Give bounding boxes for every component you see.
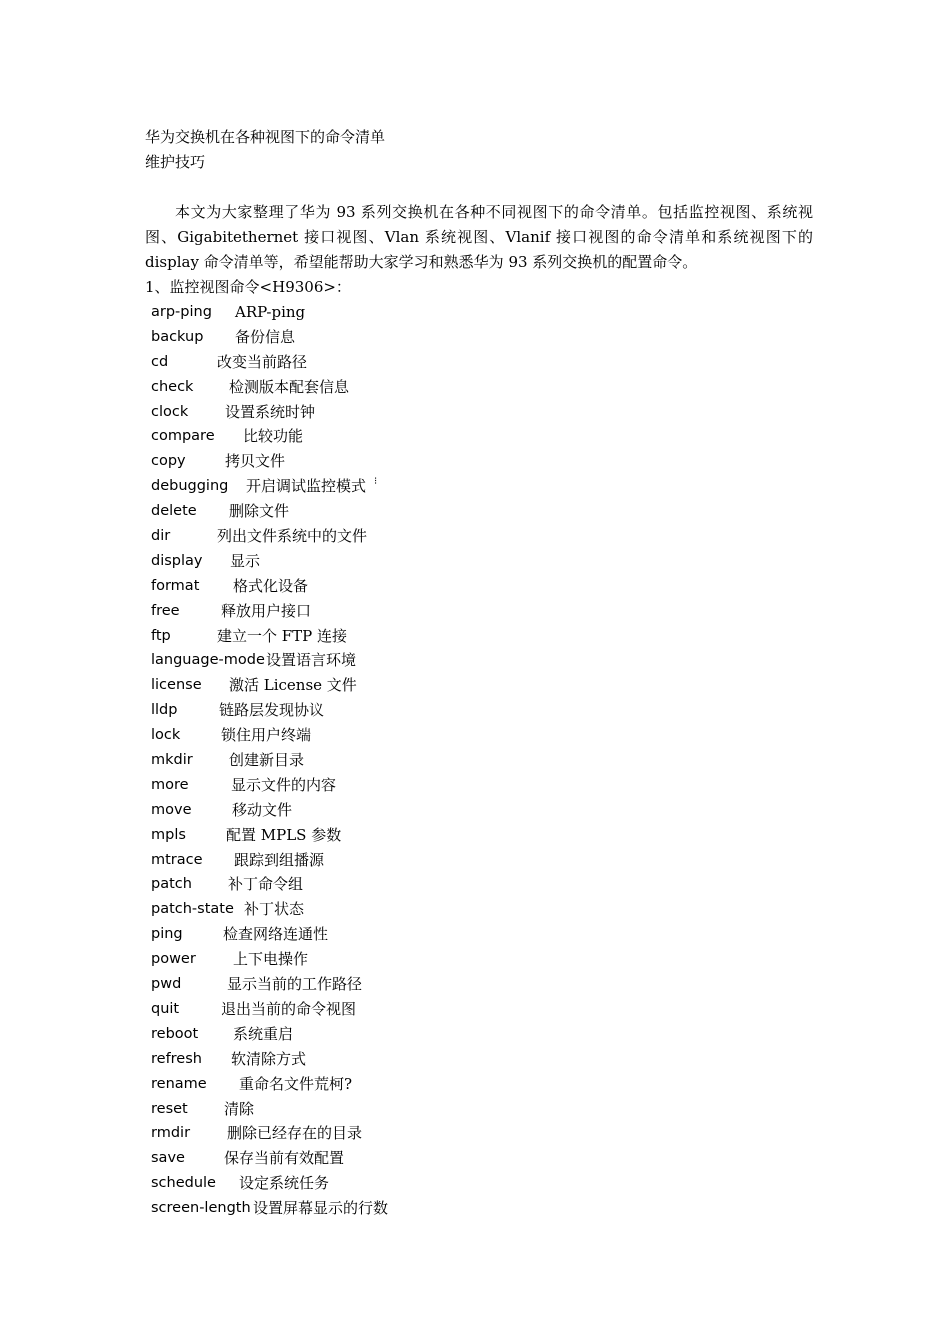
command-row	[151, 376, 388, 401]
command-row	[151, 1172, 388, 1197]
command-description: 拷贝文件	[225, 452, 286, 471]
command-row	[151, 550, 388, 575]
command-description: 改变当前路径	[217, 352, 308, 371]
command-description: 上下电操作	[233, 950, 309, 969]
intro-paragraph: 本文为大家整理了华为 93 系列交换机在各种不同视图下的命令清单。包括监控视图、系统视图、Gigabitethernet 接口视图、Vlan 系统视图、Vlanif 接口视图的命令清单和系统视图下的 display 命令清单等，希望能帮助大家学习和熟悉华为 93 系列交换机的配置命令。	[145, 203, 813, 271]
command-row	[151, 948, 388, 973]
command-description: 退出当前的命令视图	[221, 999, 357, 1018]
command-name: ping	[151, 926, 183, 943]
command-description: 跟踪到组播源	[234, 850, 325, 869]
command-description: 设定系统任务	[239, 1174, 330, 1193]
command-description: 释放用户接口	[221, 601, 312, 620]
command-row	[151, 1122, 388, 1147]
command-row	[151, 425, 388, 450]
command-name: screen-length	[151, 1200, 251, 1217]
command-name: copy	[151, 453, 186, 470]
command-row	[151, 873, 388, 898]
command-description: 检查网络连通性	[223, 925, 329, 944]
command-description: 移动文件	[232, 800, 293, 819]
command-name: schedule	[151, 1175, 216, 1192]
command-name: reboot	[151, 1025, 199, 1042]
command-description: 链路层发现协议	[219, 701, 325, 720]
command-name: move	[151, 801, 192, 818]
command-name: display	[151, 552, 203, 569]
command-name: rename	[151, 1075, 207, 1092]
command-name: refresh	[151, 1050, 202, 1067]
command-row	[151, 699, 388, 724]
command-row	[151, 649, 388, 674]
command-name: patch-state	[151, 901, 234, 918]
section-heading: 1、监控视图命令<H9306>：	[145, 278, 351, 296]
command-name: power	[151, 951, 196, 968]
command-description: 显示当前的工作路径	[227, 975, 363, 994]
command-row	[151, 849, 388, 874]
command-row	[151, 923, 388, 948]
command-row	[151, 575, 388, 600]
command-row	[151, 1197, 388, 1222]
command-name: license	[151, 677, 202, 694]
command-description: 配置 MPLS 参数	[226, 825, 342, 844]
command-list	[151, 301, 388, 1222]
command-description: 锁住用户终端	[221, 726, 312, 745]
command-name: patch	[151, 876, 192, 893]
command-row	[151, 824, 388, 849]
command-description: 创建新目录	[229, 751, 305, 770]
command-row	[151, 1073, 388, 1098]
command-name: lock	[151, 727, 181, 744]
command-row	[151, 625, 388, 650]
command-name: backup	[151, 328, 204, 345]
command-description: 列出文件系统中的文件	[217, 527, 368, 546]
command-description: 备份信息	[235, 327, 296, 346]
command-name: pwd	[151, 976, 182, 993]
command-row	[151, 774, 388, 799]
command-row	[151, 749, 388, 774]
command-row	[151, 450, 388, 475]
command-description: 比较功能	[243, 427, 304, 446]
command-description: 设置语言环境	[266, 651, 357, 670]
command-row	[151, 724, 388, 749]
command-row	[151, 973, 388, 998]
command-name: more	[151, 776, 189, 793]
command-name: mpls	[151, 826, 186, 843]
command-name: ftp	[151, 627, 171, 644]
command-description: 建立一个 FTP 连接	[217, 626, 348, 645]
command-name: free	[151, 602, 180, 619]
document-subtitle: 维护技巧	[145, 153, 206, 171]
command-row	[151, 301, 388, 326]
command-row	[151, 475, 388, 500]
command-name: reset	[151, 1100, 188, 1117]
command-description: 系统重启	[233, 1024, 294, 1043]
command-description: 补丁命令组	[228, 875, 304, 894]
command-description: 设置屏幕显示的行数	[253, 1199, 389, 1218]
stray-mark: ⁝	[374, 476, 378, 488]
command-description: 开启调试监控模式	[246, 477, 367, 496]
command-description: ARP-ping	[235, 303, 306, 321]
command-name: debugging	[151, 478, 229, 495]
command-name: dir	[151, 528, 171, 545]
command-description: 检测版本配套信息	[229, 377, 350, 396]
command-name: format	[151, 577, 200, 594]
command-description: 删除已经存在的目录	[227, 1124, 363, 1143]
command-name: clock	[151, 403, 189, 420]
command-row	[151, 351, 388, 376]
command-description: 清除	[224, 1099, 255, 1118]
command-row	[151, 898, 388, 923]
command-description: 显示文件的内容	[231, 775, 337, 794]
command-name: compare	[151, 428, 215, 445]
command-description: 重命名文件荒柯?	[239, 1074, 353, 1093]
command-row	[151, 525, 388, 550]
command-name: lldp	[151, 702, 178, 719]
command-name: mtrace	[151, 851, 203, 868]
document-title: 华为交换机在各种视图下的命令清单	[145, 128, 386, 146]
command-description: 格式化设备	[233, 576, 309, 595]
command-name: save	[151, 1150, 185, 1167]
command-description: 显示	[230, 551, 261, 570]
command-description: 补丁状态	[244, 900, 305, 919]
command-name: check	[151, 378, 194, 395]
command-description: 删除文件	[229, 502, 290, 521]
command-row	[151, 998, 388, 1023]
command-name: mkdir	[151, 752, 193, 769]
command-row	[151, 674, 388, 699]
command-name: arp-ping	[151, 304, 212, 320]
command-name: cd	[151, 353, 169, 370]
command-row	[151, 1098, 388, 1123]
command-row	[151, 401, 388, 426]
command-name: delete	[151, 503, 197, 520]
command-row	[151, 1048, 388, 1073]
command-row	[151, 1147, 388, 1172]
command-row	[151, 1023, 388, 1048]
command-description: 设置系统时钟	[225, 402, 316, 421]
command-name: quit	[151, 1000, 180, 1017]
command-description: 激活 License 文件	[229, 676, 357, 695]
command-row	[151, 326, 388, 351]
command-description: 软清除方式	[231, 1049, 307, 1068]
command-row	[151, 799, 388, 824]
command-name: rmdir	[151, 1125, 191, 1142]
command-description: 保存当前有效配置	[224, 1149, 345, 1168]
command-row	[151, 600, 388, 625]
command-row	[151, 500, 388, 525]
command-name: language-mode	[151, 652, 265, 669]
